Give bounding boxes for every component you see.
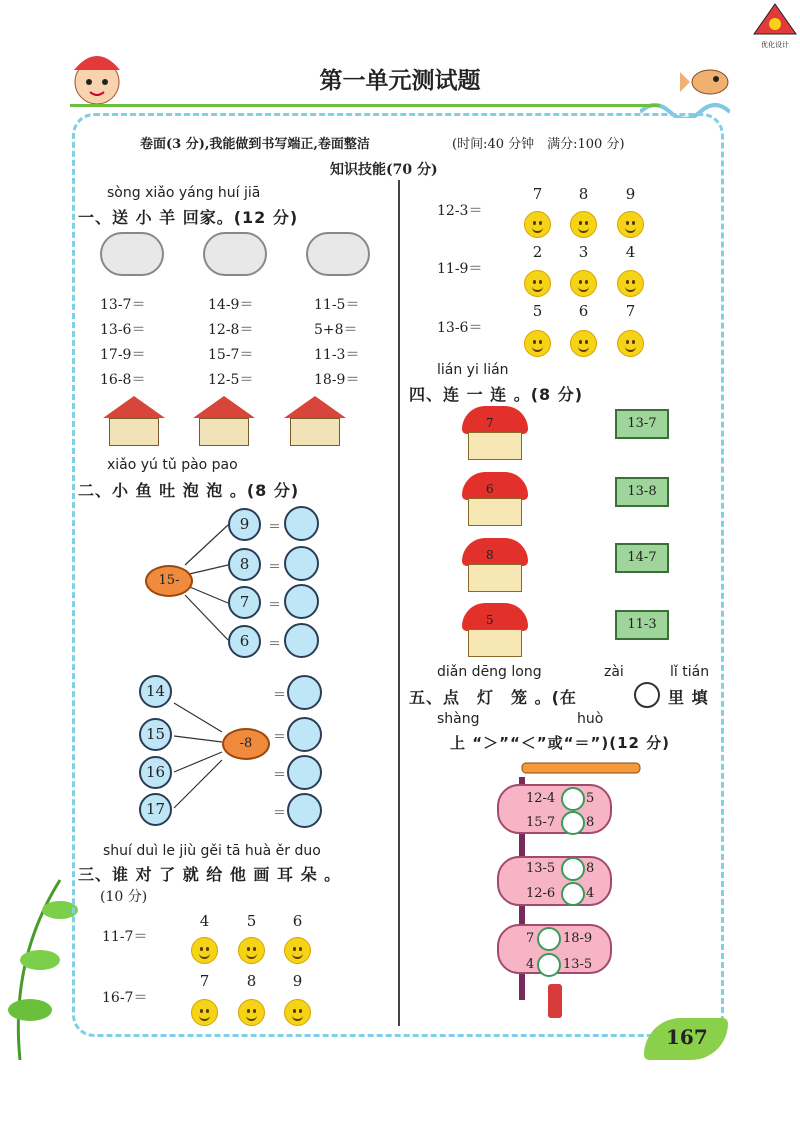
answer-circle[interactable] [561, 787, 585, 811]
equals-sign: ＝ [273, 806, 287, 821]
s1-expr: 14-9＝ [208, 297, 254, 313]
lantern-left: 12-6 [526, 886, 556, 901]
smiley-face-icon[interactable] [284, 999, 311, 1026]
lantern-right: 4 [586, 886, 595, 901]
s1-pinyin: sòng xiǎo yáng huí jiā [107, 185, 261, 201]
s5-title: 里 填 [668, 688, 709, 707]
animal-house[interactable] [462, 472, 528, 528]
blank-circle-icon [634, 682, 660, 708]
smiley-face-icon[interactable] [524, 211, 551, 238]
expression-card[interactable]: 14-7 [615, 543, 669, 573]
s1-expr: 16-8＝ [100, 372, 146, 388]
option-number: 7 [532, 185, 543, 203]
s1-expr: 11-5＝ [314, 297, 360, 313]
bubble: 17 [139, 793, 172, 826]
house-number: 6 [486, 482, 494, 496]
smiley-face-icon[interactable] [191, 999, 218, 1026]
answer-circle[interactable] [561, 882, 585, 906]
lantern-right: 5 [586, 791, 595, 806]
smiley-face-icon[interactable] [238, 999, 265, 1026]
s5-pinyin: lǐ tián [670, 664, 710, 680]
header-line: 卷面(3 分),我能做到书写端正,卷面整洁 [140, 137, 370, 152]
option-number: 4 [625, 243, 636, 261]
bubble: 9 [228, 508, 261, 541]
house-number: 8 [486, 548, 494, 562]
s1-expr: 17-9＝ [100, 347, 146, 363]
s1-expr: 11-3＝ [314, 347, 360, 363]
lantern-right: 8 [586, 815, 595, 830]
bubble: 7 [228, 586, 261, 619]
smiley-face-icon[interactable] [284, 937, 311, 964]
s4-title: 四、连 一 连 。(8 分) [409, 385, 584, 404]
answer-circle[interactable] [561, 811, 585, 835]
s1-expr: 15-7＝ [208, 347, 254, 363]
answer-bubble[interactable] [284, 584, 319, 619]
s5-instruction: 上 “＞”“＜”或“＝”)(12 分) [450, 734, 671, 752]
logo-text: 优化设计 [761, 41, 789, 49]
smiley-face-icon[interactable] [570, 211, 597, 238]
animal-house[interactable] [462, 603, 528, 659]
smiley-face-icon[interactable] [524, 270, 551, 297]
option-number: 6 [578, 302, 589, 320]
expression-card[interactable]: 13-7 [615, 409, 669, 439]
page-number: 167 [666, 1025, 708, 1049]
equals-sign: ＝ [273, 768, 287, 783]
answer-bubble[interactable] [284, 546, 319, 581]
bubble: 6 [228, 625, 261, 658]
smiley-face-icon[interactable] [238, 937, 265, 964]
animal-house[interactable] [462, 538, 528, 594]
lantern-left: 13-5 [526, 861, 556, 876]
smiley-face-icon[interactable] [191, 937, 218, 964]
house-number: 7 [486, 416, 494, 430]
s1-expr: 5+8＝ [314, 322, 358, 338]
fish-15: 15- [145, 565, 193, 597]
expression-card[interactable]: 13-8 [615, 477, 669, 507]
bubble: 15 [139, 718, 172, 751]
answer-bubble[interactable] [284, 506, 319, 541]
s2-title: 二、小 鱼 吐 泡 泡 。(8 分) [78, 481, 300, 500]
section-main: 知识技能(70 分) [330, 162, 438, 178]
option-number: 9 [292, 972, 303, 990]
option-number: 8 [578, 185, 589, 203]
smiley-face-icon[interactable] [570, 330, 597, 357]
option-number: 4 [199, 912, 210, 930]
option-number: 5 [532, 302, 543, 320]
option-number: 5 [246, 912, 257, 930]
s3-expr: 11-7＝ [102, 929, 148, 945]
s4-pinyin: lián yi lián [437, 362, 509, 378]
lantern-left: 7 [526, 931, 535, 946]
tassel-icon [548, 984, 562, 1018]
s3-expr: 13-6＝ [437, 320, 483, 336]
option-number: 6 [292, 912, 303, 930]
equals-sign: ＝ [268, 560, 282, 575]
lantern-left: 4 [526, 957, 535, 972]
animal-house[interactable] [462, 406, 528, 462]
smiley-face-icon[interactable] [617, 330, 644, 357]
fish-8: -8 [222, 728, 270, 760]
answer-circle[interactable] [537, 953, 561, 977]
answer-bubble[interactable] [287, 717, 322, 752]
house-number: 5 [486, 613, 494, 627]
option-number: 9 [625, 185, 636, 203]
answer-bubble[interactable] [287, 675, 322, 710]
equals-sign: ＝ [273, 730, 287, 745]
s3-expr: 12-3＝ [437, 203, 483, 219]
s2-pinyin: xiǎo yú tǔ pào pao [107, 457, 238, 473]
s5-pinyin: huò [577, 711, 604, 727]
s5-pinyin: shàng [437, 711, 480, 727]
s3-expr: 16-7＝ [102, 990, 148, 1006]
page-title: 第一单元测试题 [319, 68, 481, 94]
s1-expr: 12-5＝ [208, 372, 254, 388]
expression-card[interactable]: 11-3 [615, 610, 669, 640]
option-number: 2 [532, 243, 543, 261]
answer-circle[interactable] [561, 857, 585, 881]
option-number: 8 [246, 972, 257, 990]
option-number: 7 [625, 302, 636, 320]
lantern-right: 8 [586, 861, 595, 876]
lantern-left: 15-7 [526, 815, 556, 830]
smiley-face-icon[interactable] [617, 211, 644, 238]
s1-expr: 13-6＝ [100, 322, 146, 338]
s3-title: 三、谁 对 了 就 给 他 画 耳 朵 。 [78, 865, 342, 884]
equals-sign: ＝ [273, 688, 287, 703]
answer-circle[interactable] [537, 927, 561, 951]
smiley-face-icon[interactable] [570, 270, 597, 297]
s1-expr: 13-7＝ [100, 297, 146, 313]
smiley-face-icon[interactable] [617, 270, 644, 297]
s5-title: 五、点 灯 笼 。(在 [409, 688, 577, 707]
lantern-left: 12-4 [526, 791, 556, 806]
equals-sign: ＝ [268, 598, 282, 613]
option-number: 7 [199, 972, 210, 990]
s5-pinyin: zài [604, 664, 624, 680]
bubble: 14 [139, 675, 172, 708]
answer-bubble[interactable] [287, 755, 322, 790]
s1-expr: 12-8＝ [208, 322, 254, 338]
s5-pinyin: diǎn dēng long [437, 664, 542, 680]
bubble: 8 [228, 548, 261, 581]
answer-bubble[interactable] [287, 793, 322, 828]
bubble: 16 [139, 756, 172, 789]
smiley-face-icon[interactable] [524, 330, 551, 357]
s3-expr: 11-9＝ [437, 261, 483, 277]
time-info: (时间:40 分钟 满分:100 分) [452, 137, 625, 152]
equals-sign: ＝ [268, 637, 282, 652]
equals-sign: ＝ [268, 520, 282, 535]
lantern-right: 18-9 [563, 931, 593, 946]
s1-expr: 18-9＝ [314, 372, 360, 388]
s3-pinyin: shuí duì le jiù gěi tā huà ěr duo [103, 843, 321, 859]
option-number: 3 [578, 243, 589, 261]
lantern-right: 13-5 [563, 957, 593, 972]
answer-bubble[interactable] [284, 623, 319, 658]
s1-title: 一、送 小 羊 回家。(12 分) [78, 208, 299, 227]
s3-score: (10 分) [100, 889, 148, 905]
